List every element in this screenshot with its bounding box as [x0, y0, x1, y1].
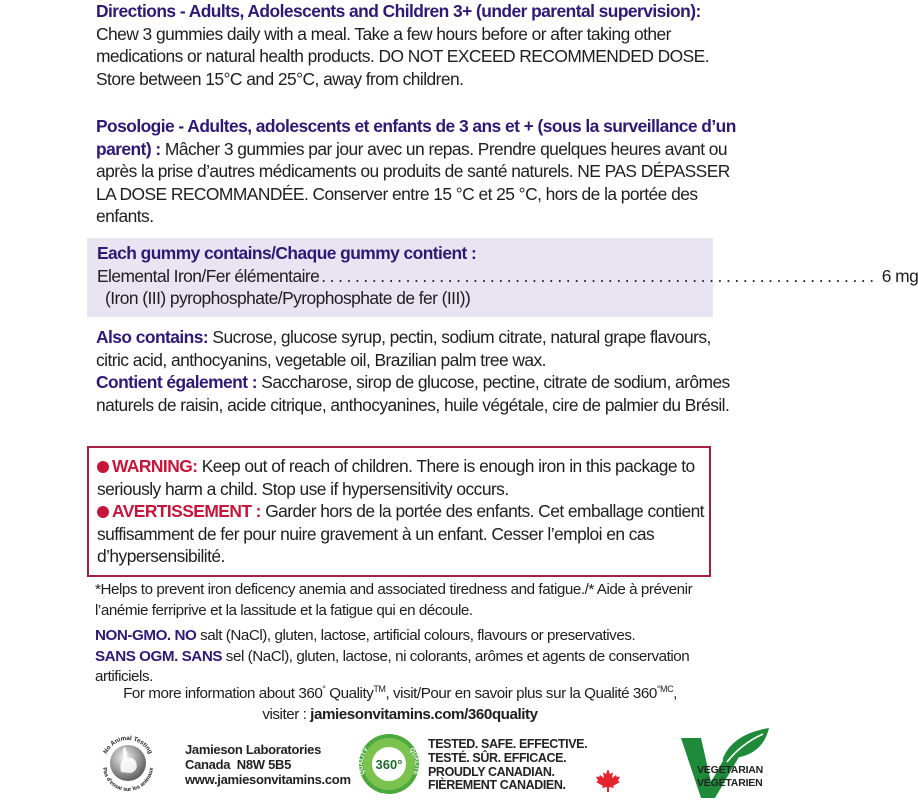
also-contains-en-body: Sucrose, glucose syrup, pectin, sodium citrate, natural grape flavours, citric acid, anthocyanins, vegetable oil, Brazilian palm tree wax. [96, 327, 711, 370]
lab-url[interactable]: www.jamiesonvitamins.com [185, 772, 351, 787]
trademark-mark: TM [373, 684, 386, 694]
seal-bottom-text: Pas d’essai sur les animaux [101, 767, 155, 794]
also-contains-en [96, 326, 736, 371]
maple-leaf-icon [595, 768, 621, 792]
lab-info [185, 742, 351, 787]
also-contains-fr-heading: Contient également : [96, 372, 257, 392]
directions-paragraph [96, 0, 736, 90]
warning-box [87, 446, 711, 577]
non-gmo-en-heading: NON-GMO. NO [95, 627, 197, 644]
non-gmo-fr-heading: SANS OGM. SANS [95, 647, 223, 665]
quality-claims [428, 738, 587, 793]
also-contains-section [96, 326, 736, 416]
warning-fr [97, 500, 705, 568]
posologie-paragraph [96, 115, 736, 228]
lab-name: Jamieson Laboratories [185, 742, 322, 757]
quality-number: 360° [375, 757, 403, 772]
quality-url-link[interactable]: jamiesonvitamins.com/360quality [310, 705, 538, 723]
warning-en-body: Keep out of reach of children. There is enough iron in this package to seriously harm a child. Stop use if hypersensitivity occurs. [97, 456, 695, 499]
vegetarian-fr: VÉGÉTARIEN [697, 777, 763, 789]
ingredient-row [97, 265, 918, 288]
claim-line: TESTÉ. SÛR. EFFICACE. [428, 750, 567, 765]
composition-box [87, 238, 918, 317]
footnote-claim: *Helps to prevent iron deficency anemia and associated tiredness and fatigue./* Aide à prévenir l’anémie ferriprive et la lassitude et la fatigue qui en découle. [95, 581, 693, 619]
warning-en [97, 455, 705, 500]
quality-right-text: QUALITÉ [407, 747, 420, 776]
more-info-text: , [673, 685, 677, 702]
more-info-text: For more information about 360 [123, 685, 323, 702]
seal-top-text: No Animal Testing [102, 734, 154, 756]
footer-logos [85, 728, 764, 800]
more-info-text: , visit/Pour en savoir plus sur la Qualité 360 [385, 685, 657, 702]
vegetarian-en: VEGETARIAN [697, 764, 764, 776]
more-info-visiter: visiter : [262, 705, 311, 723]
ingredient-amount: 6 mg [881, 265, 918, 286]
footnotes [95, 580, 725, 688]
also-contains-fr-body: Saccharose, sirop de glucose, pectine, citrate de sodium, arômes naturels de raisin, acide citrique, anthocyanines, huile végétale, cire de palmier du Brésil. [96, 372, 730, 415]
marque-commerce-mark: °MC [656, 684, 674, 694]
posologie-heading: Posologie - Adultes, adolescents et enfants de 3 ans et + (sous la surveillance d’un parent) : [96, 116, 736, 159]
warning-fr-heading: AVERTISSEMENT : [112, 501, 261, 521]
non-gmo-statement [95, 626, 725, 688]
non-gmo-fr-body: sel (NaCl), gluten, lactose, ni colorants, arômes et agents de conservation artificiels. [95, 647, 690, 685]
composition-heading: Each gummy contains/Chaque gummy contient : [97, 243, 477, 263]
also-contains-en-heading: Also contains: [96, 327, 209, 347]
quality-left-text: QUALITY [358, 747, 371, 776]
more-info [90, 684, 710, 725]
lab-address: Canada N8W 5B5 [185, 757, 292, 772]
vegetarian-label [697, 764, 763, 790]
warning-en-heading: WARNING: [112, 456, 198, 476]
ingredient-source: (Iron (III) pyrophosphate/Pyrophosphate de fer (III)) [105, 288, 471, 308]
claim-line: PROUDLY CANADIAN. [428, 764, 555, 779]
also-contains-fr [96, 371, 736, 416]
warning-fr-body: Garder hors de la portée des enfants. Cet emballage contient suffisamment de fer pour nuire gravement à un enfant. Cesser l’emploi en cas d’hypersensibilité. [97, 501, 704, 566]
posologie-body: Mâcher 3 gummies par jour avec un repas. Prendre quelques heures avant ou après la prise d’autres médicaments ou produits de santé naturels. NE PAS DÉPASSER LA DOSE RECOMMANDÉE. Conserver entre 15 °C et 25 °C, hors de la portée des enfants. [96, 138, 730, 226]
ingredient-name: Elemental Iron/Fer élémentaire [97, 265, 320, 286]
warning-dot-icon [97, 506, 109, 518]
no-animal-testing-seal-icon [97, 732, 159, 794]
dot-leader: .................................................................. [321, 265, 878, 286]
claim-line: TESTED. SAFE. EFFECTIVE. [428, 737, 588, 751]
directions-body: Chew 3 gummies daily with a meal. Take a few hours before or after taking other medications or natural health products. DO NOT EXCEED RECOMMENDED DOSE. Store between 15°C and 25°C, away from children. [96, 23, 709, 89]
claim-line: FIÈREMENT CANADIEN. [428, 778, 566, 793]
warning-dot-icon [97, 461, 109, 473]
non-gmo-en-body: salt (NaCl), gluten, lactose, artificial colours, flavours or preservatives. [196, 627, 636, 644]
quality-360-badge-icon [357, 732, 421, 796]
degree-mark: ° [322, 684, 326, 694]
more-info-text: Quality [325, 685, 374, 702]
directions-heading: Directions - Adults, Adolescents and Children 3+ (under parental supervision): [96, 1, 701, 21]
